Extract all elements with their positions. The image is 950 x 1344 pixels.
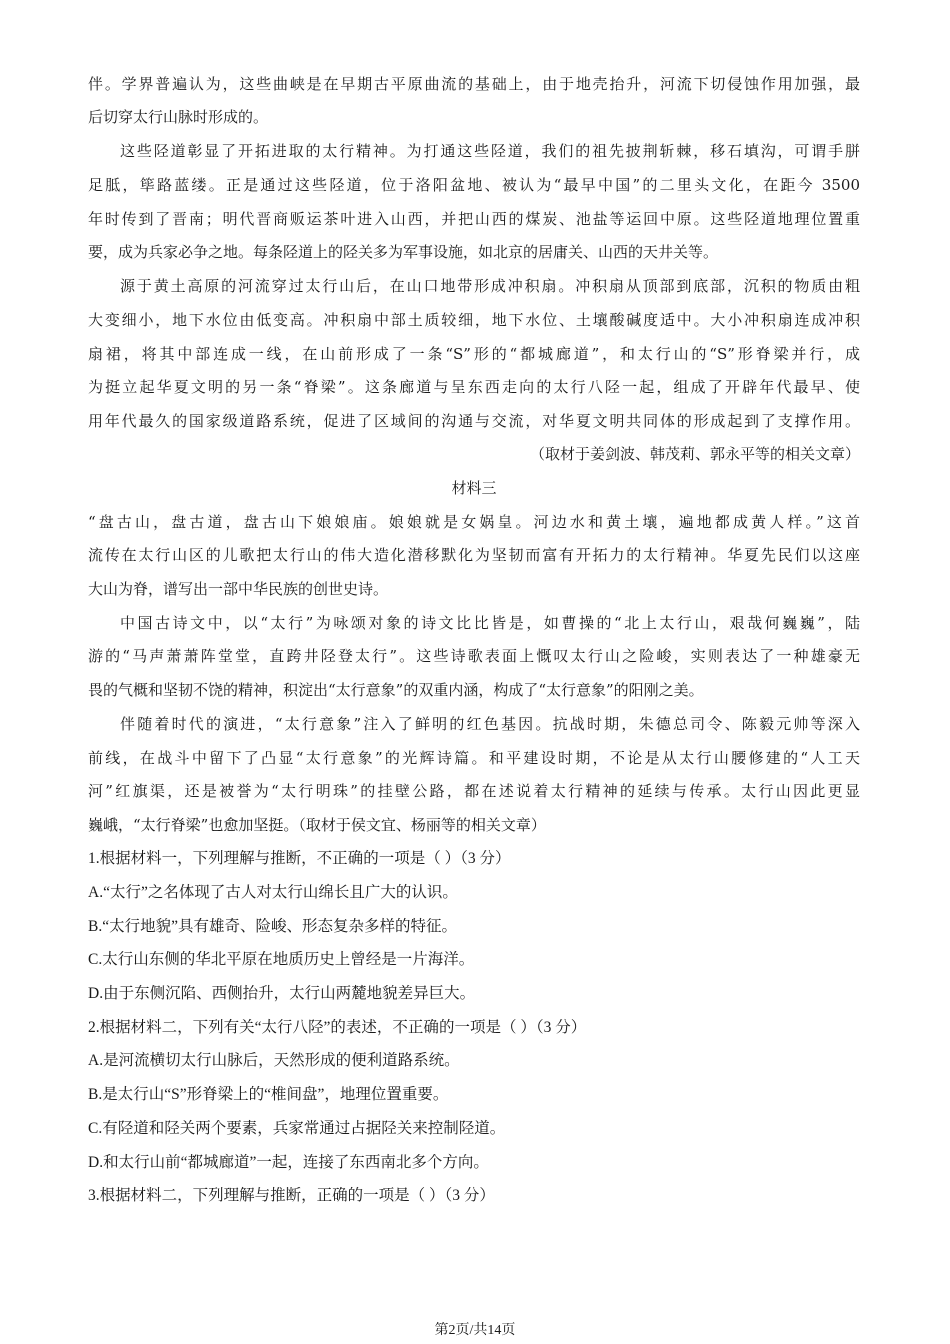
paragraph-line: 年时传到了晋南；明代晋商贩运茶叶进入山西，并把山西的煤炭、池盐等运回中原。这些陉道地理位置重	[88, 210, 860, 228]
question-text: 的一项是（ ）（3 分）	[363, 850, 511, 867]
emphasis-char: 确	[423, 1019, 439, 1036]
question-text: 的一项是（ ）（3 分）	[438, 1019, 587, 1036]
paragraph-line: 为挺立起华夏文明的另一条“脊梁”。这条廊道与呈东西走向的太行八陉一起，组成了开辟年代最早、使	[88, 378, 860, 396]
question-2-option-d: D.和太行山前“都城廊道”一起，连接了东西南北多个方向。	[88, 1154, 489, 1171]
paragraph-line: 后切穿太行山脉时形成的。	[88, 108, 269, 126]
paragraph-line: 游的“马声萧萧阵堂堂，直跨井陉登太行”。这些诗歌表面上慨叹太行山之险峻，实则表达了一种雄豪无	[88, 647, 860, 665]
paragraph-line: 伴。学界普遍认为，这些曲峡是在早期古平原曲流的基础上，由于地壳抬升，河流下切侵蚀作用加强，最	[88, 75, 860, 93]
paragraph-line: 前线，在战斗中留下了凸显“太行意象”的光辉诗篇。和平建设时期，不论是从太行山腰修建的“人工天	[88, 749, 860, 767]
paragraph-line: 畏的气概和坚韧不饶的精神，积淀出“太行意象”的双重内涵，构成了“太行意象”的阳刚之美。	[88, 681, 704, 699]
paragraph-line: 扇裙，将其中部连成一线，在山前形成了一条“S”形的“都城廊道”，和太行山的“S”形脊梁并行，成	[88, 345, 860, 363]
paragraph-line: 流传在太行山区的儿歌把太行山的伟大造化潜移默化为坚韧而富有开拓力的太行精神。华夏先民们以这座	[88, 546, 860, 564]
paragraph-line: 中国古诗文中，以“太行”为咏颂对象的诗文比比皆是，如曹操的“北上太行山，艰哉何巍巍”，陆	[120, 614, 860, 632]
emphasis-char: 不	[316, 850, 333, 867]
question-text: 1.根据材料一，下列理解与推断，	[88, 850, 317, 867]
question-1-option-c: C.太行山东侧的华北平原在地质历史上曾经是一片海洋。	[88, 951, 475, 968]
question-1-option-a: A.“太行”之名体现了古人对太行山绵长且广大的认识。	[88, 884, 458, 901]
paragraph-line: 伴随着时代的演进，“太行意象”注入了鲜明的红色基因。抗战时期，朱德总司令、陈毅元帅等深入	[120, 715, 860, 733]
paragraph-line: 大山为脊，谱写出一部中华民族的创世史诗。	[88, 580, 389, 598]
paragraph-line: 足胝，筚路蓝缕。正是通过这些陉道，位于洛阳盆地、被认为“最早中国”的二里头文化，在距今 3500	[88, 176, 860, 194]
paragraph-line: 这些陉道彰显了开拓进取的太行精神。为打通这些陉道，我们的祖先披荆斩棘，移石填沟，可谓手胼	[120, 142, 860, 160]
question-1-option-d: D.由于东侧沉陷、西侧抬升，太行山两麓地貌差异巨大。	[88, 985, 476, 1002]
source-citation: （取材于姜剑波、韩茂莉、郭永平等的相关文章）	[529, 445, 860, 463]
emphasis-char: 不	[392, 1019, 408, 1036]
paragraph-line: 河”红旗渠，还是被誉为“太行明珠”的挂壁公路，都在述说着太行精神的延续与传承。太行山因此更显	[88, 782, 860, 800]
question-1-stem	[88, 849, 860, 869]
question-text: 2.根据材料二，下列有关“太行八陉”的表述，	[88, 1019, 393, 1036]
question-1-option-b: B.“太行地貌”具有雄奇、险峻、形态复杂多样的特征。	[88, 918, 457, 935]
question-2-option-c: C.有陉道和陉关两个要素，兵家常通过占据陉关来控制陉道。	[88, 1120, 506, 1137]
question-2-stem	[88, 1018, 860, 1038]
section-heading: 材料三	[451, 479, 497, 497]
paragraph-line: 大变细小，地下水位由低变高。冲积扇中部土质较细，地下水位、土壤酸碱度适中。大小冲积扇连成冲积	[88, 311, 860, 329]
paragraph-line: 要，成为兵家必争之地。每条陉道上的陉关多为军事设施，如北京的居庸关、山西的天井关等。	[88, 243, 719, 261]
paragraph-line: “盘古山，盘古道，盘古山下娘娘庙。娘娘就是女娲皇。河边水和黄土壤，遍地都成黄人样。”这首	[88, 513, 860, 531]
question-2-option-a: A.是河流横切太行山脉后，天然形成的便利道路系统。	[88, 1052, 460, 1069]
paragraph-line: 巍峨，“太行脊梁”也愈加坚挺。（取材于侯文宜、杨丽等的相关文章）	[88, 816, 546, 834]
paragraph-line: 源于黄土高原的河流穿过太行山后，在山口地带形成冲积扇。冲积扇从顶部到底部，沉积的物质由粗	[120, 277, 860, 295]
paragraph-line: 用年代最久的国家级道路系统，促进了区域间的沟通与交流，对华夏文明共同体的形成起到了支撑作用。	[88, 412, 860, 430]
page-number: 第2页/共14页	[434, 1323, 516, 1338]
emphasis-char: 确	[347, 850, 364, 867]
question-2-option-b: B.是太行山“S”形脊梁上的“椎间盘”，地理位置重要。	[88, 1086, 449, 1103]
emphasis-char: 正	[407, 1019, 424, 1036]
question-3-stem: 3.根据材料二，下列理解与推断，正确的一项是（ ）（3 分）	[88, 1187, 495, 1204]
emphasis-char: 正	[332, 850, 348, 867]
